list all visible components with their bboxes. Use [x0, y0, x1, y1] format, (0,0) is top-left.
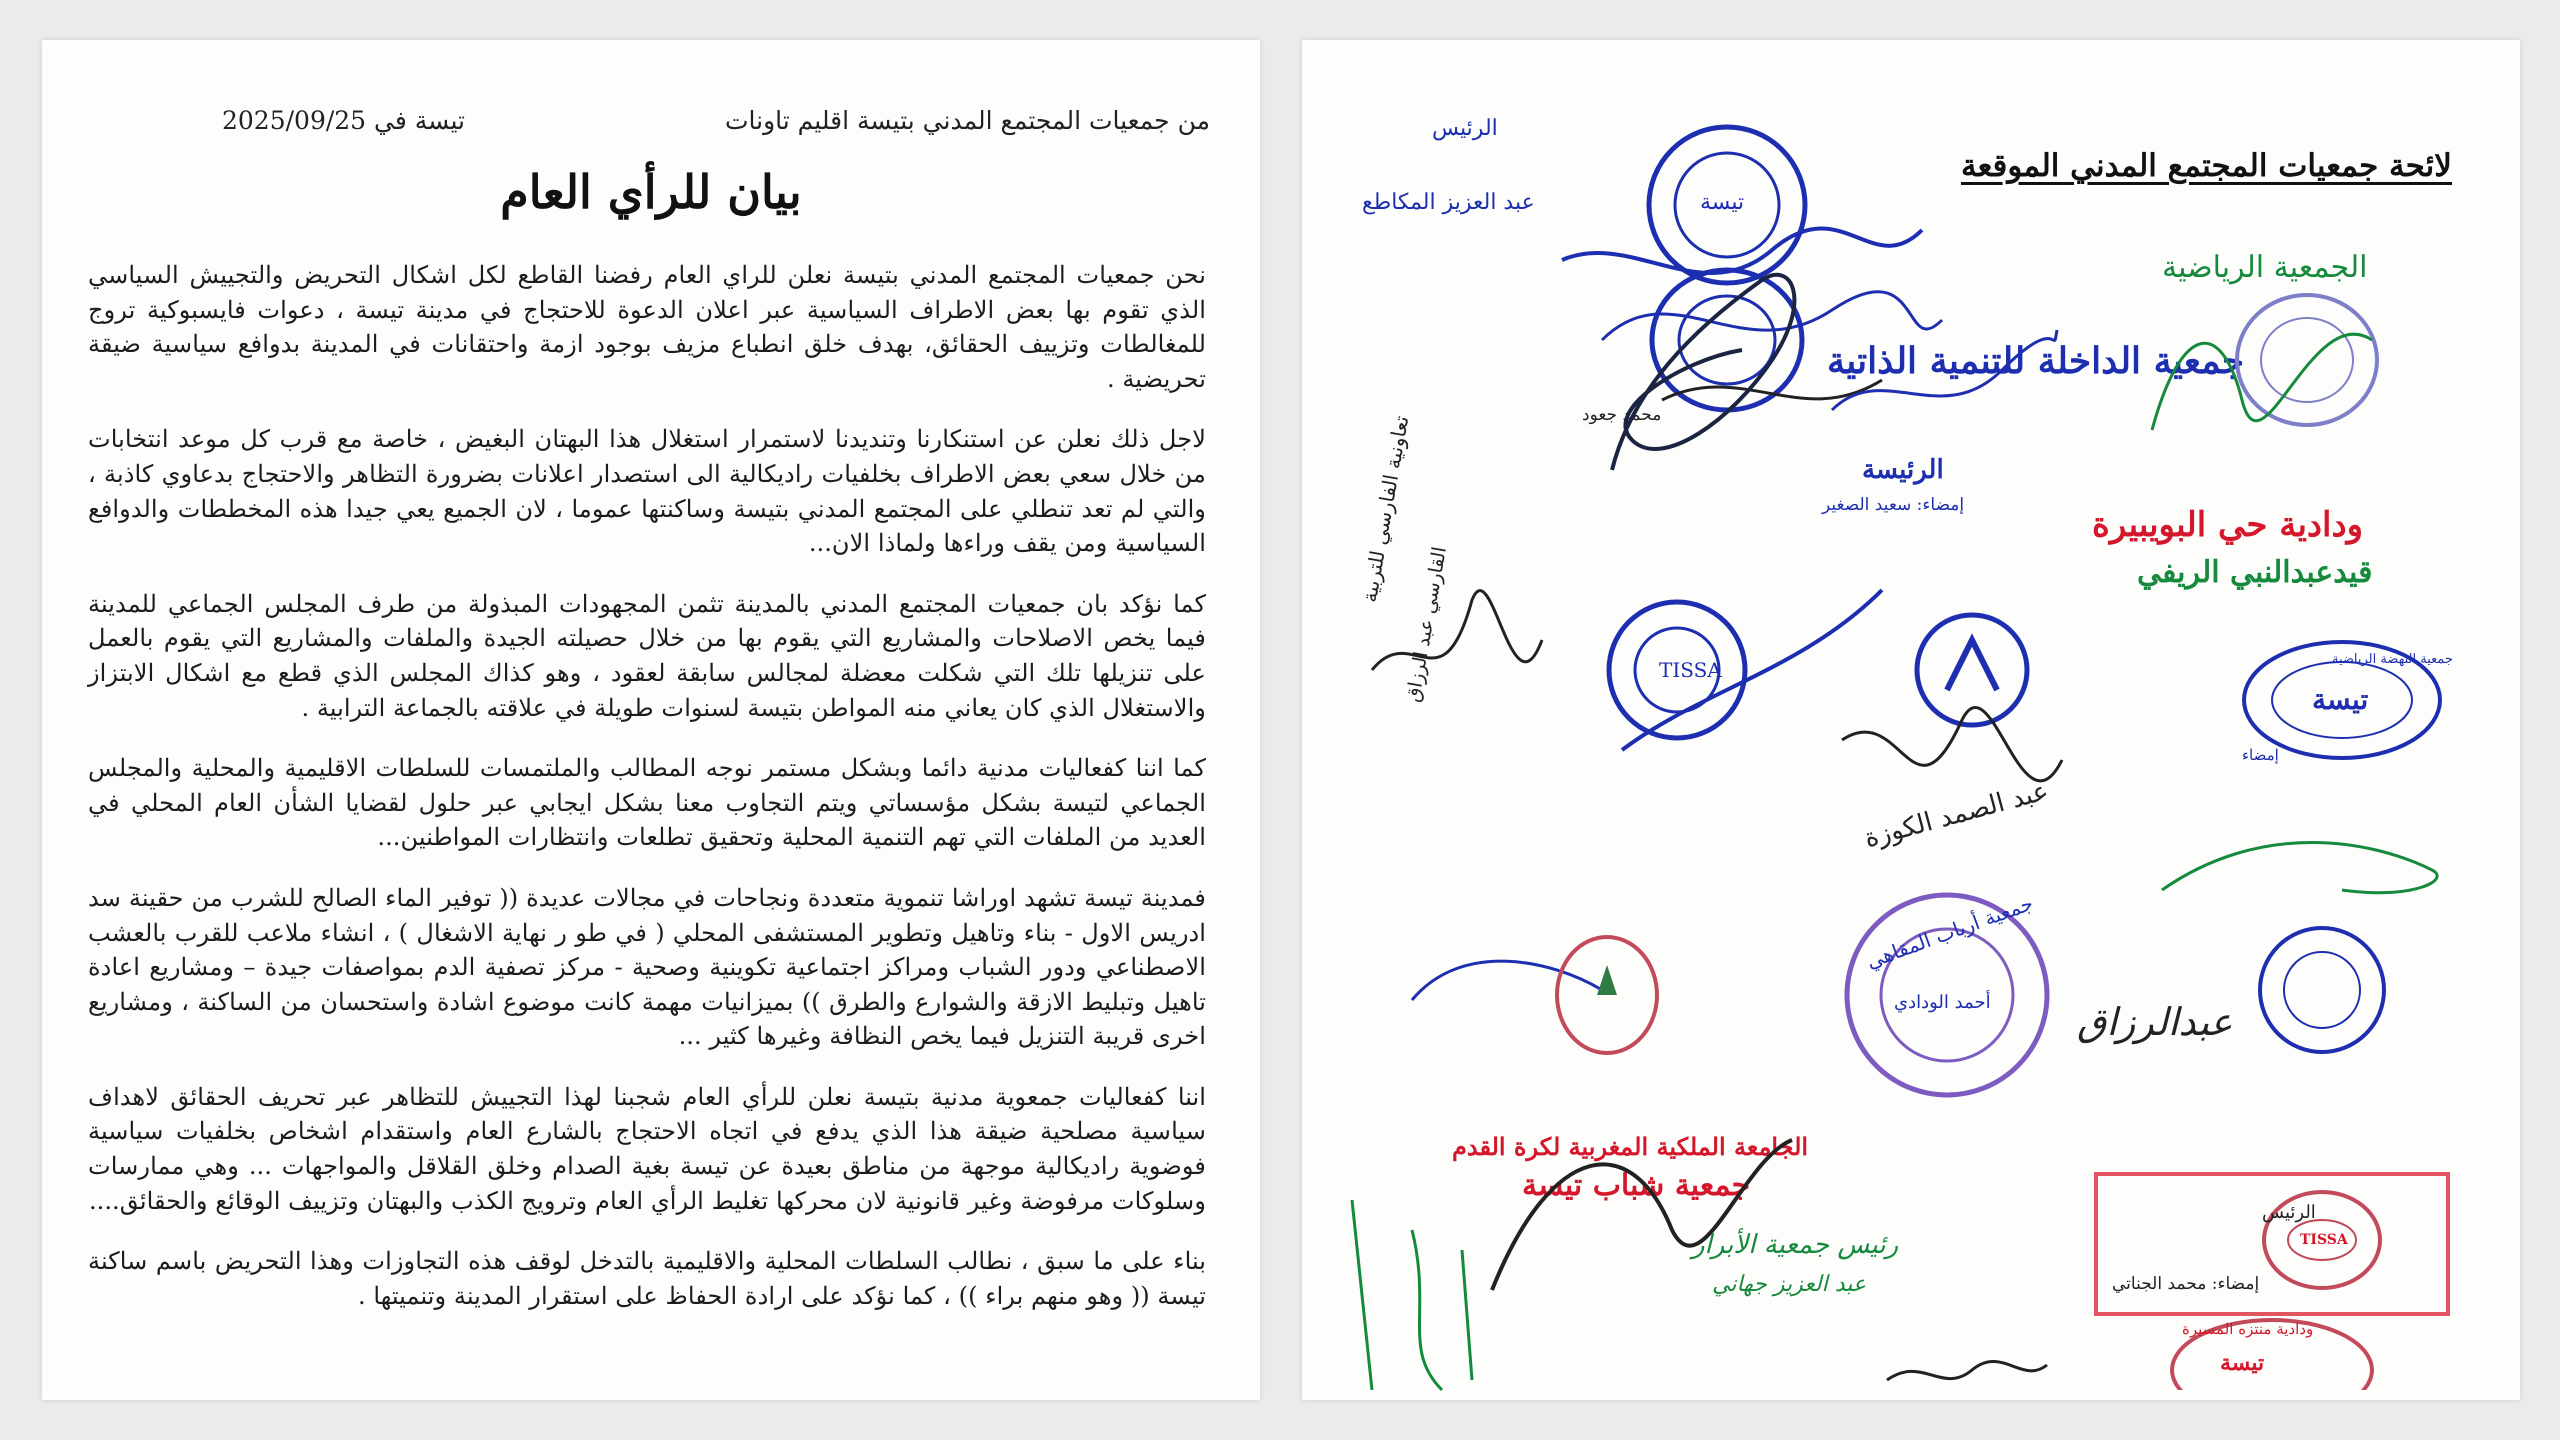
stamp-text: تيسة	[2312, 683, 2369, 716]
signer-name: أحمد الودادي	[1894, 992, 1991, 1013]
association-name: جمعية أرباب المقاهي	[1863, 890, 2037, 974]
signer-name: عبدالرزاق	[2077, 1000, 2233, 1044]
handwritten-signature	[1822, 320, 2062, 440]
stamp-text: تيسة	[2220, 1350, 2265, 1376]
president-label: الرئيس	[1432, 116, 1498, 141]
association-name: ودادية منتزه المسيرة	[2182, 1320, 2314, 1338]
handwritten-signature	[1352, 560, 1552, 740]
handwritten-signature	[1572, 240, 1832, 500]
stamp-text: TISSA	[2300, 1232, 2348, 1248]
association-name: جمعية الداخلة للتنمية الذاتية	[1827, 340, 2245, 382]
stamp-text: TISSA	[1659, 658, 1722, 682]
signatures-list-title: لائحة جمعيات المجتمع المدني الموقعة	[1960, 148, 2452, 184]
paragraph: فمدينة تيسة تشهد اوراشا تنموية متعددة ونجاحات في مجالات عديدة (( توفير الماء الصالح للشرب من حقينة سد ادريس الاول - بناء وتاهيل وتطوير المستشفى المحلي ( في طو ر نهاية الاشغال ) ، انشاء ملاعب للقرب بالعشب الاصطناعي ودور الشباب ومراكز اجتماعية تكوينية وصحية - مركز تصفية الدم بمواصفات جيدة – ومشاريع اعادة تاهيل وتبليط الازقة والشوارع والطرق )) بميزانيات مهمة كانت موضوع اشادة واستحسان من الساكنة ، ومشاريع اخرى قريبة التنزيل فيما يخص النظافة وغيرها كثير ...	[88, 883, 1206, 1051]
association-name: ودادية حي البويبيرة	[2092, 505, 2364, 545]
president-label: الرئيس	[2262, 1202, 2316, 1223]
paragraph: كما نؤكد بان جمعيات المجتمع المدني بالمدينة تثمن المجهودات المبذولة من طرف المجلس الجماعي للمدينة فيما يخص الاصلاحات والمشاريع التي يقوم بها من خلال حصيلته الجيدة والملفات والمشاريع التي يقوم بالعمل على تنزيلها تلك التي شكلت معضلة لمجالس سابقة لعقود ، وهو كذاك المجلس الذي قطع مع اشكال الابتزاز والاستغلال الذي كان يعاني منه المواطن بتيسة لسنوات طويلة في علاقته بالجماعة الترابية .	[88, 589, 1206, 722]
president-label: رئيس جمعية الأبرار	[1692, 1230, 1899, 1260]
association-name: جمعية النهضة الرياضية	[2332, 652, 2453, 667]
signature-label: إمضاء: سعيد الصغير	[1822, 495, 1965, 515]
signer-name: عبد العزيز المكاطع	[1362, 190, 1535, 215]
president-label: الرئيسة	[1862, 455, 1944, 485]
association-name: جمعية شباب تيسة	[1522, 1168, 1751, 1203]
signer-name: القارسي عبد الرزاق	[1402, 545, 1451, 704]
association-name: الجامعة الملكية المغربية لكرة القدم	[1452, 1132, 1809, 1161]
signer-name: عبد العزيز جهاني	[1712, 1272, 1867, 1297]
signer-name: محمد جعود	[1582, 405, 1662, 425]
signer-name: عبد الصمد الكوزة	[1861, 776, 2052, 854]
stamp-association	[1402, 900, 1662, 1060]
signature-label: إمضاء	[2242, 746, 2279, 764]
statement-date: تيسة في 2025/09/25	[222, 106, 465, 135]
signer-name: قيدعبدالنبي الريفي	[2137, 555, 2373, 590]
stamp-sports	[2132, 280, 2392, 480]
signatures-page	[1302, 40, 2520, 1400]
association-name: تعاونية الفارسي للتربية	[1357, 413, 1414, 605]
statement-page	[42, 40, 1260, 1400]
paragraph: بناء على ما سبق ، نطالب السلطات المحلية والاقليمية بالتدخل لوقف هذه التجاوزات وهذا التحريض باسم ساكنة تيسة (( وهو منهم براء )) ، كما نؤكد على ارادة الحفاظ على استقرار المدينة وتنميتها .	[88, 1247, 1206, 1310]
statement-title: بيان للرأي العام	[500, 165, 802, 219]
statement-origin: من جمعيات المجتمع المدني بتيسة اقليم تاونات	[724, 106, 1210, 135]
paragraph: كما اننا كفعاليات مدنية دائما وبشكل مستمر نوجه المطالب والملتمسات للسلطات الاقليمية والمحلية والمجلس الجماعي لتيسة بشكل مؤسساتي ويتم التجاوب معنا بشكل ايجابي عبر حلول لقضايا الشأن العام المحلي في العديد من الملفات التي تهم التنمية المحلية وتحقيق تطلعات وانتظارات المواطنين...	[88, 754, 1206, 852]
paragraph: نحن جمعيات المجتمع المدني بتيسة نعلن للراي العام رفضنا القاطع لكل اشكال التحريض والتجييش السياسي الذي تقوم بها بعض الاطراف السياسية عبر اعلان الدعوة للاحتجاج في مدينة تيسة ، دعوات فايسبوكية تروج للمغالطات وتزييف الحقائق، بهدف خلق انطباع مزيف بوجود ازمة واحتقانات في المدينة بدوافع سياسية ضيقة تحريضية .	[88, 261, 1206, 393]
paragraph: لاجل ذلك نعلن عن استنكارنا وتنديدنا لاستمرار استغلال هذا البهتان البغيض ، خاصة مع قرب كل موعد انتخابات من خلال سعي بعض الاطراف بخلفيات راديكالية الى استصدار اعلانات بضرورة التظاهر والاحتجاج بدعاوي كاذبة ، والتي لم تعد تنطلي على المجتمع المدني بتيسة وساكنتها عموما ، لان الجميع يعي جيدا هذه المخططات والدوافع السياسية ومن يقف وراءها ولماذا الان...	[88, 425, 1206, 558]
stamp-tissa	[2242, 920, 2402, 1060]
handwritten-signature	[1322, 1190, 1492, 1400]
stamp-text: تيسة	[1700, 190, 1745, 215]
paragraph: اننا كفعاليات جمعوية مدنية بتيسة نعلن للرأي العام شجبنا لهذا التجييش للتظاهر عبر تحريف الحقائق لاهداف سياسية مصلحية ضيقة هذا الذي يدفع في اتجاه الاحتجاج بالشارع العام واستقدام اشخاص بخلفيات سياسية فوضوية راديكالية موجهة من مناطق بعيدة عن تيسة بغية الصدام وخلق القلاقل والمواجهات ... وهي ممارسات وسلوكات مرفوضة وغير قانونية لان محركها تغليط الرأي العام وترويج الكذب والبهتان وتزييف الوقائع والحقائق....	[88, 1082, 1206, 1215]
signature-label: إمضاء: محمد الجناتي	[2112, 1274, 2260, 1294]
handwritten-signature	[2142, 780, 2462, 920]
association-name: الجمعية الرياضية	[2162, 250, 2368, 285]
handwritten-signature	[1882, 1350, 2052, 1400]
handwritten-signature	[1822, 640, 2082, 870]
statement-body	[88, 258, 1206, 1339]
